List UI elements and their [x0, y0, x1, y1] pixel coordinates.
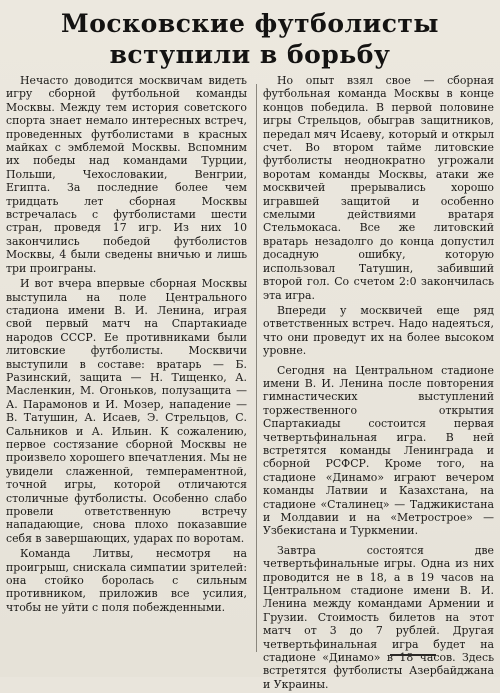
article-paragraph: Сегодня на Центральном стадионе имени В. И. Ленина после повторения гимнастических выступлений торжественного открытия Спартакиады состоится первая четвертьфинальная игра. В ней встретятся команды Ленинграда и сборной РСФСР. Кроме того, на стадионе «Динамо» играют вечером команды Латвии и Казахстана, на стадионе «Сталинец» — Таджикистана и Молдавии и на «Метрострое» — Узбекистана и Туркмении. — [263, 363, 494, 538]
left-column — [6, 74, 247, 616]
column-divider — [256, 84, 257, 652]
headline — [0, 8, 500, 70]
article-paragraph: Нечасто доводится москвичам видеть игру сборной футбольной команды Москвы. Между тем история советского спорта знает немало интересных встреч, проведенных футболистами в красных майках с эмблемой Москвы. Вспомним их победы над командами Турции, Польши, Чехословакии, Венгрии, Египта. За последние более чем тридцать лет сборная Москвы встречалась с футболистами шести стран, проведя 17 игр. Из них 10 закончились победой футболистов Москвы, 4 были сведены вничью и лишь три проиграны. — [6, 74, 247, 275]
headline-line-1: Московские футболисты — [61, 9, 439, 38]
article-paragraph: Впереди у москвичей еще ряд ответственных встреч. Надо надеяться, что они проведут их на более высоком уровне. — [263, 303, 494, 358]
article-paragraph: И вот вчера впервые сборная Москвы выступила на поле Центрального стадиона имени В. И. Ленина, играя свой первый матч на Спартакиаде народов СССР. Ее противниками были литовские футболисты. Москвичи выступили в составе: вратарь — Б. Разинский, защита — Н. Тищенко, А. Масленкин, М. Огоньков, полузащита — А. Парамонов и И. Мозер, нападение — В. Татушин, А. Исаев, Э. Стрельцов, С. Сальников и А. Ильин. К сожалению, первое состязание сборной Москвы не произвело хорошего впечатления. Мы не увидели слаженной, темпераментной, точной игры, которой отличаются столичные футболисты. Особенно слабо провели ответственную встречу нападающие, снова плохо показавшие себя в завершающих, ударах по воротам. — [6, 277, 247, 545]
article-paragraph: Но опыт взял свое — сборная футбольная команда Москвы в конце концов победила. В первой половине игры Стрельцов, обыграв защитников, передал мяч Исаеву, который и открыл счет. Во втором тайме литовские футболисты неоднократно угрожали воротам команды Москвы, атаки же москвичей прерывались хорошо игравшей защитой и особенно смелыми действиями вратаря Стельмокаса. Все же литовский вратарь незадолго до конца допустил досадную ошибку, которую использовал Татушин, забивший второй гол. Со счетом 2:0 закончилась эта игра. — [263, 74, 494, 302]
end-of-article-rule — [390, 654, 436, 656]
headline-line-2: вступили в борьбу — [109, 40, 391, 69]
right-column — [263, 74, 494, 693]
article-paragraph: Завтра состоятся две четвертьфинальные игры. Одна из них проводится не в 18, а в 19 часов на Центральном стадионе имени В. И. Ленина между командами Армении и Грузии. Стоимость билетов на этот матч от 3 до 7 рублей. Другая четвертьфинальная игра будет на стадионе «Динамо» в 18 часов. Здесь встретятся футболисты Азербайджана и Украины. — [263, 543, 494, 691]
article-paragraph: Команда Литвы, несмотря на проигрыш, снискала симпатии зрителей: она стойко боролась с сильным противником, приложив все усилия, чтобы не уйти с поля побежденными. — [6, 547, 247, 614]
